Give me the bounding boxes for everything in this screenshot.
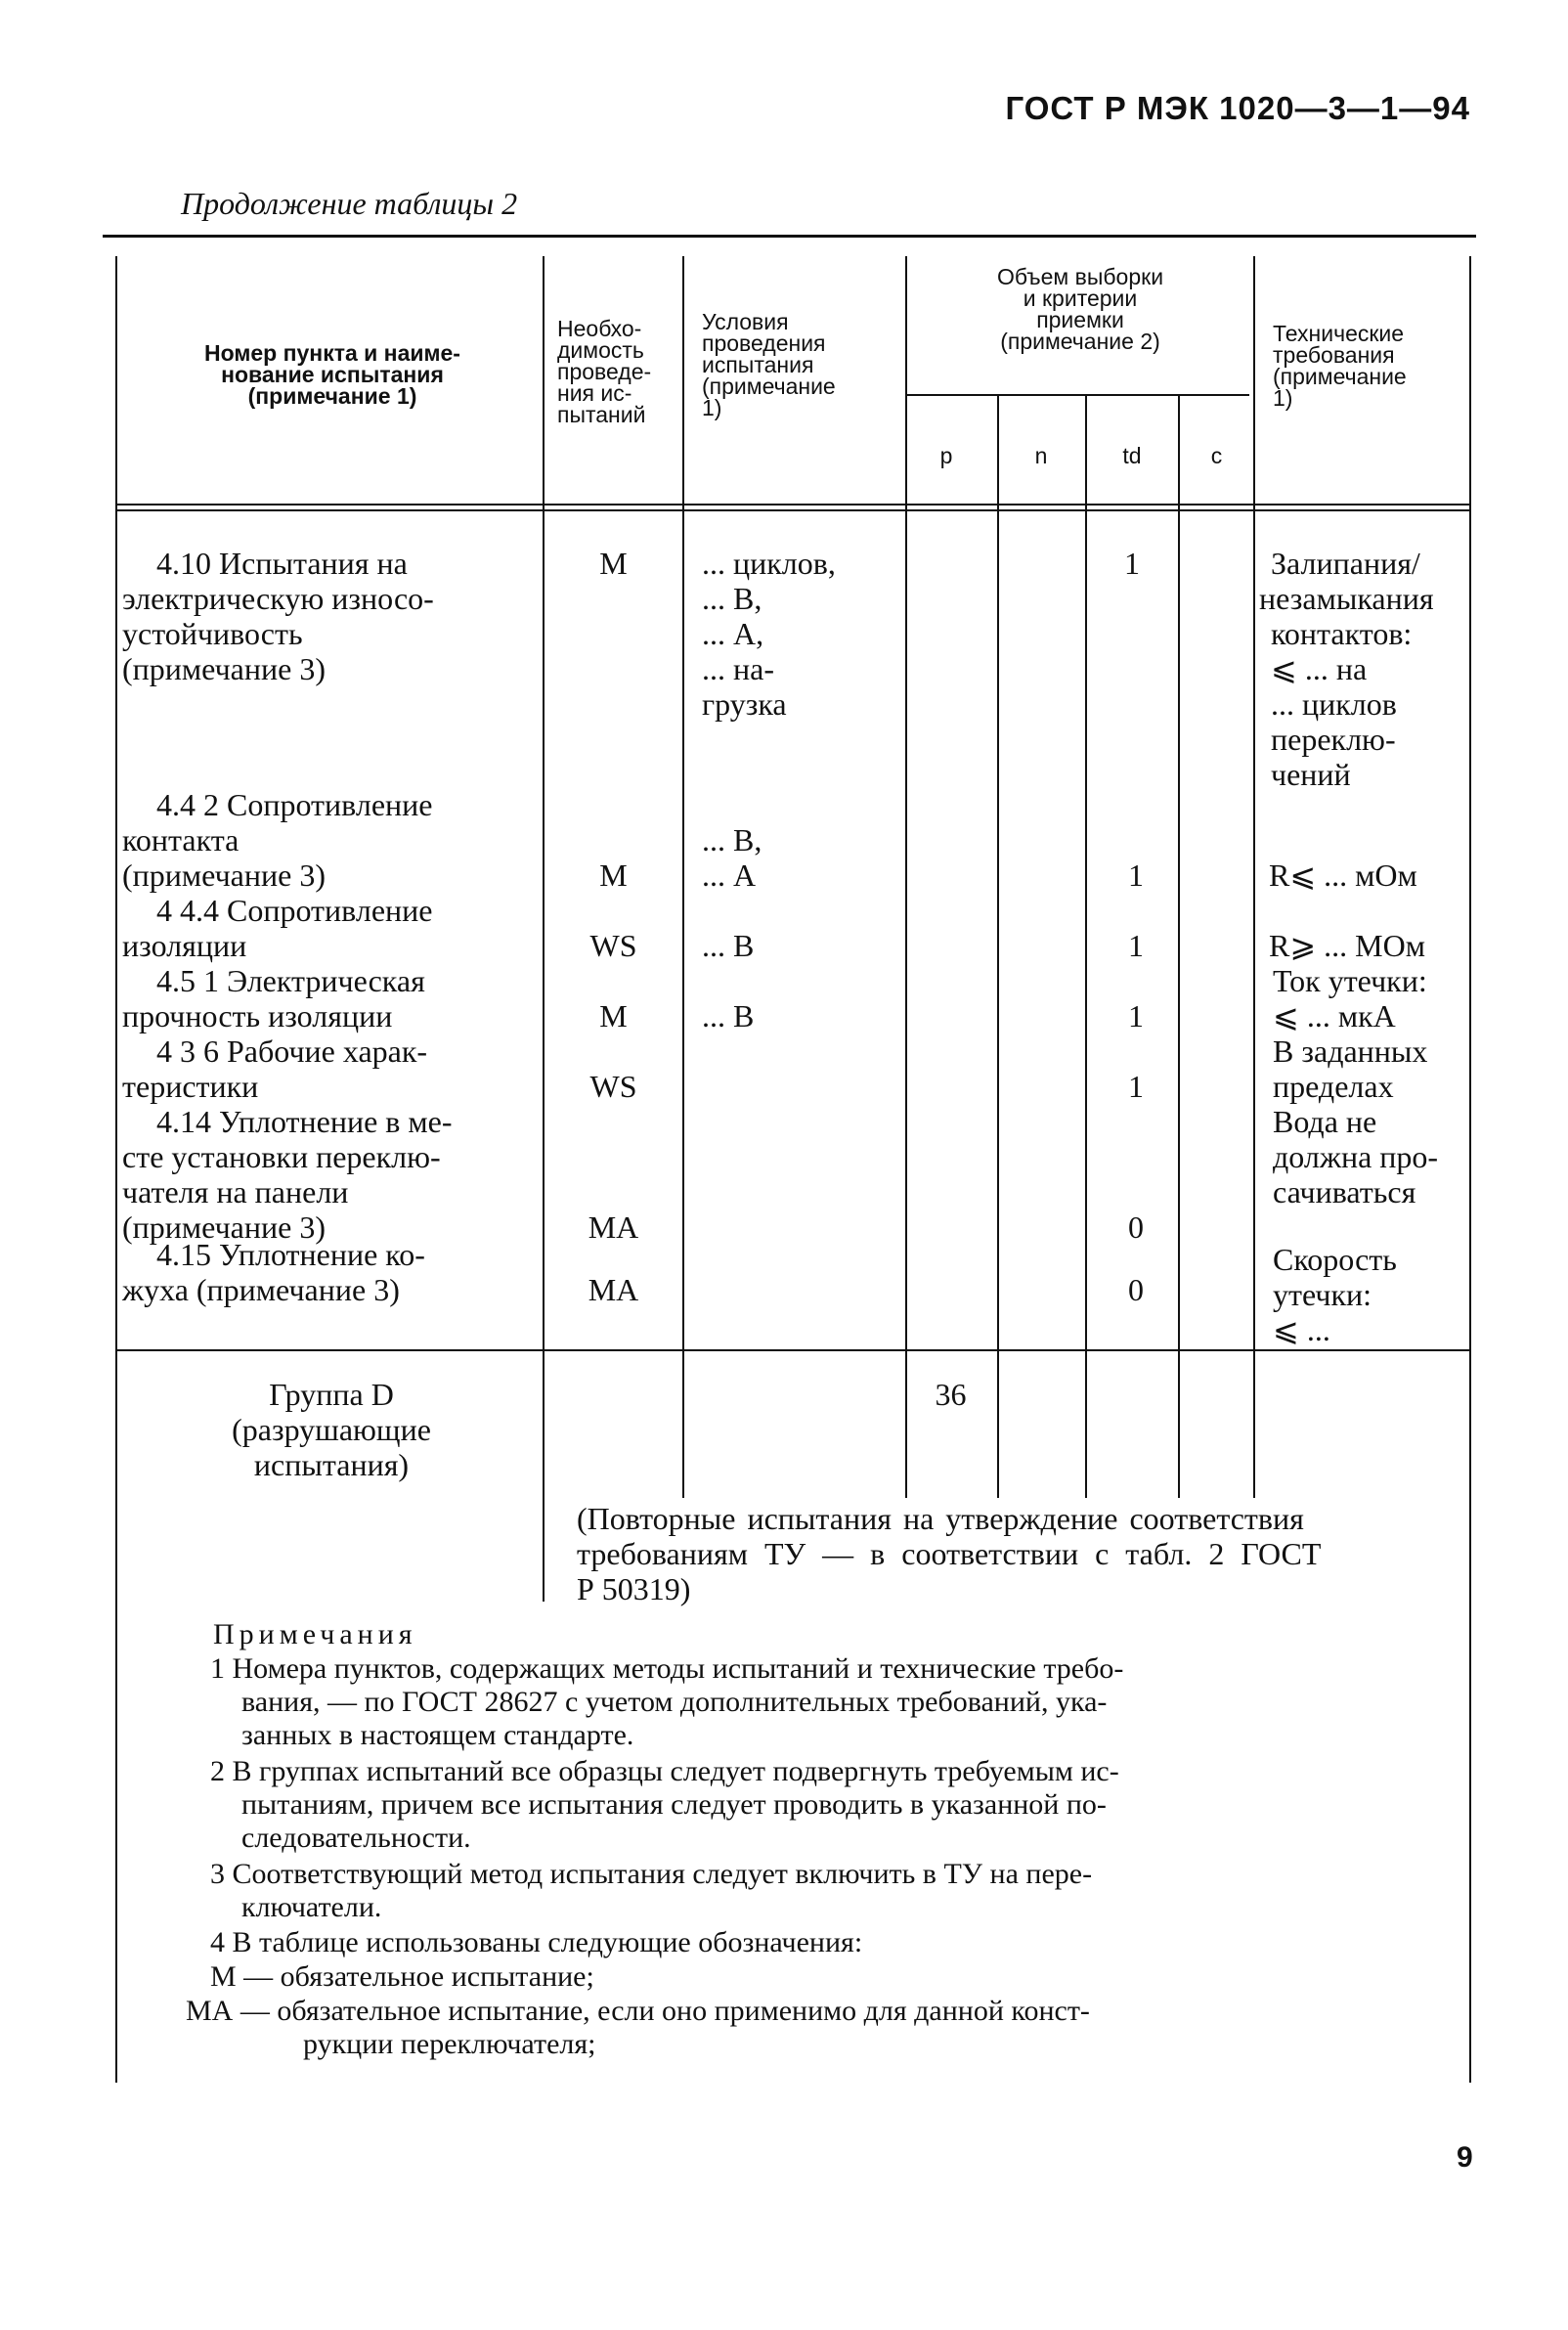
col-divider-3 xyxy=(905,256,907,1498)
row-4-5-1-necessity: M xyxy=(599,998,628,1033)
page-number: 9 xyxy=(1457,2141,1473,2174)
col-header-p: p xyxy=(939,443,953,468)
table-top-rule xyxy=(103,235,1476,238)
row-4-10-requirements: Залипания/ незамыкания контактов: ⩽ ... на ... циклов переклю- чений xyxy=(1259,546,1434,792)
sample-sub-rule xyxy=(907,394,1249,396)
note-2: 2 В группах испытаний все образцы следует подвергнуть требуемым ис- пытаниям, причем все испытания следует проводить в указанной по- следовательности. xyxy=(210,1755,1119,1854)
note-3: 3 Соответствующий метод испытания следует включить в ТУ на пере- ключатели. xyxy=(210,1858,1093,1923)
row-4-10-necessity: M xyxy=(599,546,628,581)
row-4-5-1-requirements: Ток утечки: ⩽ ... мкА xyxy=(1273,963,1427,1033)
note-m: М — обязательное испытание; xyxy=(210,1960,594,1993)
row-4-4-4-item: 4 4.4 Сопротивление изоляции xyxy=(122,893,433,963)
row-4-15-item: 4.15 Уплотнение ко- жуха (примечание 3) xyxy=(122,1237,425,1307)
note-ma: МА — обязательное испытание, если оно применимо для данной конст- рукции переключателя; xyxy=(186,1995,1090,2060)
row-4-14-td: 0 xyxy=(1128,1209,1144,1245)
row-4-3-6-necessity: WS xyxy=(589,1069,637,1104)
row-4-15-necessity: MA xyxy=(588,1272,639,1307)
row-4-5-1-conditions: ... В xyxy=(702,998,755,1033)
group-d-p: 36 xyxy=(935,1377,967,1412)
col-divider-4 xyxy=(1253,256,1255,1498)
header-bottom-rule xyxy=(117,504,1471,506)
col-header-sample: Объем выборки и критерии приемки (примечание 2) xyxy=(996,264,1164,354)
header-bottom-rule-2 xyxy=(117,509,1471,511)
col-divider-1 xyxy=(543,256,544,1602)
groupd-rule xyxy=(117,1349,1471,1351)
table-left-border xyxy=(115,256,117,2083)
col-divider-p xyxy=(997,396,999,1498)
row-4-14-requirements: Вода не должна про- сачиваться xyxy=(1273,1104,1439,1209)
col-header-item: Номер пункта и наиме- нование испытания (примечание 1) xyxy=(204,340,460,409)
row-4-5-1-td: 1 xyxy=(1128,998,1144,1033)
row-4-4-2-requirements: R⩽ ... мОм xyxy=(1269,857,1417,893)
notes-title: Примечания xyxy=(213,1618,417,1650)
row-4-4-4-td: 1 xyxy=(1128,928,1144,963)
row-4-4-4-requirements: R⩾ ... МОм xyxy=(1269,928,1425,963)
row-4-4-2-conditions: ... В, ... А xyxy=(702,822,762,893)
col-header-n: n xyxy=(1034,443,1048,468)
row-4-5-1-item: 4.5 1 Электрическая прочность изоляции xyxy=(122,963,425,1033)
row-4-4-4-necessity: WS xyxy=(589,928,637,963)
row-4-3-6-requirements: В заданных пределах xyxy=(1273,1033,1428,1104)
row-4-10-item: 4.10 Испытания на электрическую износо- устойчивость (примечание 3) xyxy=(122,546,434,686)
row-4-14-item: 4.14 Уплотнение в ме- сте установки переклю- чателя на панели (примечание 3) xyxy=(122,1104,453,1245)
col-header-necessity: Необхо- димость проведе- ния ис- пытаний xyxy=(557,316,652,427)
row-4-3-6-item: 4 3 6 Рабочие харак- теристики xyxy=(122,1033,428,1104)
col-header-requirements: Технические требования (примечание 1) xyxy=(1273,321,1407,411)
group-d-repeat-note: (Повторные испытания на утверждение соответствия требованиям ТУ — в соответствии с табл. 2 ГОСТ Р 50319) xyxy=(577,1501,1322,1606)
table-caption: Продолжение таблицы 2 xyxy=(181,186,518,221)
table-right-border xyxy=(1469,256,1471,2083)
gost-header: ГОСТ Р МЭК 1020—3—1—94 xyxy=(1005,90,1470,126)
row-4-3-6-td: 1 xyxy=(1128,1069,1144,1104)
row-4-14-necessity: MA xyxy=(588,1209,639,1245)
row-4-4-4-conditions: ... В xyxy=(702,928,755,963)
col-header-td: td xyxy=(1122,443,1142,468)
row-4-4-2-td: 1 xyxy=(1128,857,1144,893)
note-1: 1 Номера пунктов, содержащих методы испытаний и технические требо- вания, — по ГОСТ 28627 с учетом дополнительных требований, ука- занных в настоящем стандарте. xyxy=(210,1652,1124,1751)
col-divider-2 xyxy=(682,256,684,1498)
row-4-4-2-necessity: M xyxy=(599,857,628,893)
row-4-10-conditions: ... циклов, ... В, ... А, ... на- грузка xyxy=(702,546,836,722)
row-4-15-td: 0 xyxy=(1128,1272,1144,1307)
col-header-conditions: Условия проведения испытания (примечание 1) xyxy=(702,309,836,420)
col-header-c: c xyxy=(1210,443,1223,468)
group-d-name: Группа D (разрушающие испытания) xyxy=(232,1377,431,1482)
row-4-4-2-item: 4.4 2 Сопротивление контакта (примечание 3) xyxy=(122,787,433,893)
row-4-10-td: 1 xyxy=(1124,546,1140,581)
note-4: 4 В таблице использованы следующие обозначения: xyxy=(210,1926,863,1958)
row-4-15-requirements: Скорость утечки: ⩽ ... xyxy=(1273,1242,1397,1347)
